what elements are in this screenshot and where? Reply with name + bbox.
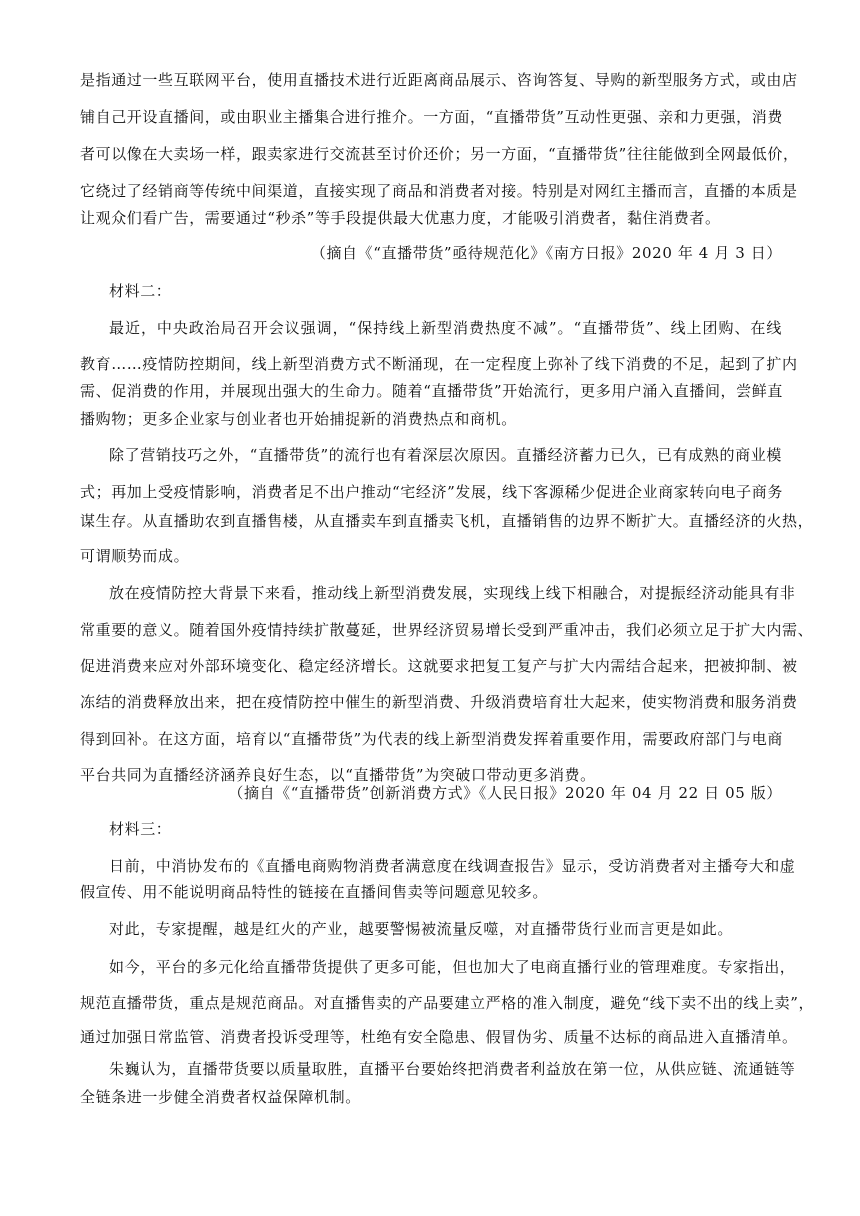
material3-p2-line-1: 对此，专家提醒，越是红火的产业，越要警惕被流量反噬，对直播带货行业而言更是如此。	[109, 920, 734, 938]
material3-p4-line-1: 朱巍认为，直播带货要以质量取胜，直播平台要始终把消费者利益放在第一位，从供应链、流通链等	[109, 1060, 796, 1078]
material2-p2-line-4: 可谓顺势而成。	[80, 547, 190, 565]
material3-p3-line-2: 规范直播带货，重点是规范商品。对直播售卖的产品要建立严格的准入制度，避免“线下卖不出的线上卖”，	[80, 994, 815, 1012]
material2-p1-line-1: 最近，中央政治局召开会议强调，“保持线上新型消费热度不减”。“直播带货”、线上团购、在线	[109, 319, 782, 337]
material1-source: （摘自《“直播带货”亟待规范化》《南方日报》2020 年 4 月 3 日）	[310, 244, 782, 262]
material2-p2-line-1: 除了营销技巧之外，“直播带货”的流行也有着深层次原因。直播经济蓄力已久，已有成熟的商业模	[109, 446, 782, 464]
material2-p3-line-1: 放在疫情防控大背景下来看，推动线上新型消费发展，实现线上线下相融合，对提振经济动能具有非	[109, 584, 796, 602]
material3-p3-line-3: 通过加强日常监管、消费者投诉受理等，杜绝有安全隐患、假冒伪劣、质量不达标的商品进入直播清单。	[80, 1028, 798, 1046]
material1-line-5: 让观众们看广告，需要通过“秒杀”等手段提供最大优惠力度，才能吸引消费者，黏住消费者。	[80, 209, 721, 227]
material2-p3-line-4: 冻结的消费释放出来，把在疫情防控中催生的新型消费、升级消费培育壮大起来，使实物消费和服务消费	[80, 693, 798, 711]
material3-heading: 材料三：	[109, 820, 172, 838]
material2-heading: 材料二：	[109, 282, 172, 300]
material2-p3-line-2: 常重要的意义。随着国外疫情持续扩散蔓延，世界经济贸易增长受到严重冲击，我们必须立足于扩大内需、	[80, 621, 814, 639]
material2-source: （摘自《“直播带货”创新消费方式》《人民日报》2020 年 04 月 22 日 05 版）	[228, 784, 782, 802]
material2-p1-line-3: 需、促消费的作用，并展现出强大的生命力。随着“直播带货”开始流行，更多用户涌入直播间，尝鲜直	[80, 382, 783, 400]
material2-p3-line-3: 促进消费来应对外部环境变化、稳定经济增长。这就要求把复工复产与扩大内需结合起来，把被抑制、被	[80, 657, 798, 675]
material1-line-2: 铺自己开设直播间，或由职业主播集合进行推介。一方面，“直播带货”互动性更强、亲和力更强，消费	[80, 108, 783, 126]
material1-line-3: 者可以像在大卖场一样，跟卖家进行交流甚至讨价还价；另一方面，“直播带货”往往能做到全网最低价，	[80, 145, 799, 163]
material3-p1-line-1: 日前，中消协发布的《直播电商购物消费者满意度在线调查报告》显示，受访消费者对主播夸大和虚	[109, 857, 796, 875]
material2-p1-line-2: 教育……疫情防控期间，线上新型消费方式不断涌现，在一定程度上弥补了线下消费的不足，起到了扩内	[80, 355, 798, 373]
material2-p2-line-3: 谋生存。从直播助农到直播售楼，从直播卖车到直播卖飞机，直播销售的边界不断扩大。直播经济的火热，	[80, 512, 814, 530]
material1-line-1: 是指通过一些互联网平台，使用直播技术进行近距离商品展示、咨询答复、导购的新型服务方式，或由店	[80, 71, 798, 89]
material3-p4-line-2: 全链条进一步健全消费者权益保障机制。	[80, 1088, 361, 1106]
material2-p3-line-6: 平台共同为直播经济涵养良好生态，以“直播带货”为突破口带动更多消费。	[80, 766, 596, 784]
material2-p2-line-2: 式；再加上受疫情影响，消费者足不出户推动“宅经济”发展，线下客源稀少促进企业商家转向电子商务	[80, 483, 783, 501]
material2-p1-line-4: 播购物；更多企业家与创业者也开始捕捉新的消费热点和商机。	[80, 410, 517, 428]
material3-p3-line-1: 如今，平台的多元化给直播带货提供了更多可能，但也加大了电商直播行业的管理难度。专家指出，	[109, 958, 796, 976]
material3-p1-line-2: 假宣传、用不能说明商品特性的链接在直播间售卖等问题意见较多。	[80, 883, 549, 901]
material1-line-4: 它绕过了经销商等传统中间渠道，直接实现了商品和消费者对接。特别是对网红主播而言，直播的本质是	[80, 182, 798, 200]
material2-p3-line-5: 得到回补。在这方面，培育以“直播带货”为代表的线上新型消费发挥着重要作用，需要政府部门与电商	[80, 730, 783, 748]
